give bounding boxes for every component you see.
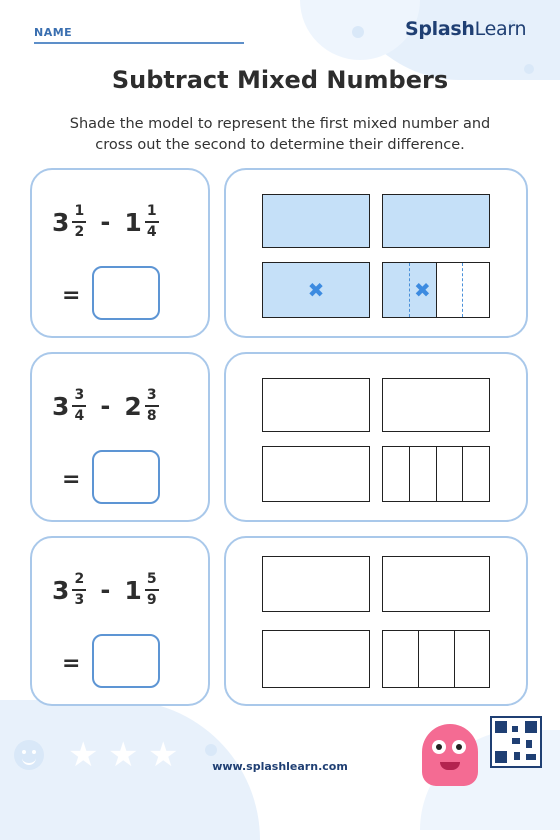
model-whole-3[interactable] xyxy=(262,262,370,318)
monster-mascot-icon xyxy=(422,724,478,786)
dashed-divider xyxy=(409,263,410,317)
equals-sign: = xyxy=(62,651,81,676)
whole-number: 3 xyxy=(52,207,70,237)
problem-3-card xyxy=(30,536,210,706)
instructions-line-2: cross out the second to determine their difference. xyxy=(95,137,465,153)
logo-light-text: Learn xyxy=(474,18,527,40)
model-fraction-quarters[interactable] xyxy=(382,262,490,318)
qr-code-icon xyxy=(490,716,542,768)
divider xyxy=(462,447,463,501)
model-whole-3[interactable] xyxy=(262,630,370,688)
model-whole-3[interactable] xyxy=(262,446,370,502)
numerator: 3 xyxy=(74,387,85,403)
problem-1-card xyxy=(30,168,210,338)
model-fraction-thirds[interactable] xyxy=(382,630,490,688)
divider xyxy=(436,447,437,501)
fraction xyxy=(72,203,86,241)
denominator: 3 xyxy=(74,592,85,608)
denominator: 8 xyxy=(146,408,157,424)
model-whole-1[interactable] xyxy=(262,556,370,612)
name-label: NAME xyxy=(34,26,73,39)
equals-sign: = xyxy=(62,467,81,492)
decor-dot xyxy=(205,744,217,756)
fraction xyxy=(145,571,159,609)
minus-sign: - xyxy=(100,392,111,420)
divider xyxy=(418,631,419,687)
cross-mark-icon: ✖ xyxy=(414,278,431,302)
answer-box[interactable] xyxy=(92,266,160,320)
minus-sign: - xyxy=(100,208,111,236)
numerator: 1 xyxy=(146,203,157,219)
divider xyxy=(409,447,410,501)
divider xyxy=(436,263,437,317)
fraction xyxy=(145,387,159,425)
model-whole-2[interactable] xyxy=(382,556,490,612)
answer-box[interactable] xyxy=(92,634,160,688)
whole-number: 2 xyxy=(124,391,142,421)
whole-number: 3 xyxy=(52,391,70,421)
problem-1-model-card xyxy=(224,168,528,338)
star-icon: ★ xyxy=(68,735,99,775)
instructions-line-1: Shade the model to represent the first mixed number and xyxy=(69,116,491,132)
problem-2-model-card xyxy=(224,352,528,522)
problem-2-expression xyxy=(52,382,161,430)
model-fraction-quarters[interactable] xyxy=(382,446,490,502)
model-whole-1[interactable] xyxy=(262,194,370,248)
logo-bold-text: Splash xyxy=(405,18,475,40)
equals-sign: = xyxy=(62,283,81,308)
whole-number: 3 xyxy=(52,575,70,605)
dashed-divider xyxy=(462,263,463,317)
instructions xyxy=(20,114,540,156)
star-icon: ★ xyxy=(148,735,179,775)
problem-1-expression xyxy=(52,198,161,246)
denominator: 9 xyxy=(146,592,157,608)
model-whole-2[interactable] xyxy=(382,194,490,248)
fraction xyxy=(72,571,86,609)
cross-mark-icon: ✖ xyxy=(307,278,325,302)
model-whole-2[interactable] xyxy=(382,378,490,432)
page-title: Subtract Mixed Numbers xyxy=(111,66,449,94)
whole-number: 1 xyxy=(124,575,142,605)
denominator: 4 xyxy=(146,224,157,240)
decor-dot xyxy=(352,26,364,38)
model-whole-1[interactable] xyxy=(262,378,370,432)
divider xyxy=(454,631,455,687)
whole-number: 1 xyxy=(124,207,142,237)
numerator: 3 xyxy=(146,387,157,403)
denominator: 4 xyxy=(74,408,85,424)
fraction xyxy=(72,387,86,425)
minus-sign: - xyxy=(100,576,111,604)
splashlearn-logo xyxy=(405,18,526,40)
problem-3-model-card xyxy=(224,536,528,706)
numerator: 5 xyxy=(146,571,157,587)
footer-url[interactable]: www.splashlearn.com xyxy=(212,760,348,773)
numerator: 2 xyxy=(74,571,85,587)
name-line[interactable] xyxy=(34,42,244,44)
numerator: 1 xyxy=(74,203,85,219)
problem-3-expression xyxy=(52,566,161,614)
answer-box[interactable] xyxy=(92,450,160,504)
star-icon: ★ xyxy=(108,735,139,775)
denominator: 2 xyxy=(74,224,85,240)
problem-2-card xyxy=(30,352,210,522)
fraction xyxy=(145,203,159,241)
